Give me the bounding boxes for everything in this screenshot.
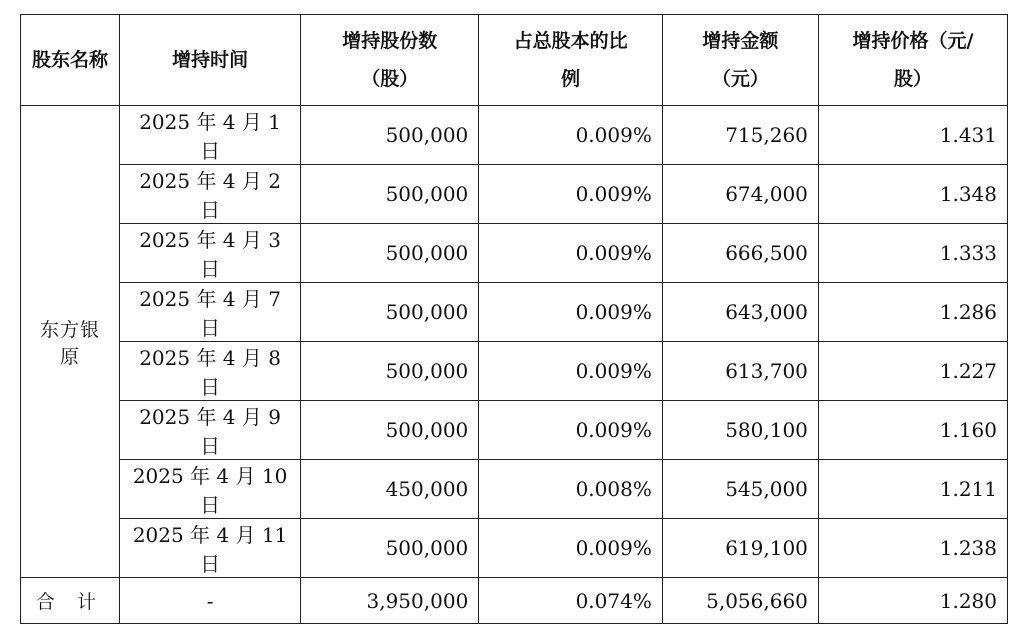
shares-cell: 500,000 xyxy=(301,224,479,283)
table-row xyxy=(21,224,1008,283)
total-row xyxy=(21,578,1008,624)
shares-cell: 500,000 xyxy=(301,165,479,224)
header-amount-line2: （元） xyxy=(711,68,769,90)
date-cell: 2025 年 4 月 7 日 xyxy=(119,283,300,342)
date-cell: 2025 年 4 月 1 日 xyxy=(119,106,300,165)
date-cell: 2025 年 4 月 8 日 xyxy=(119,342,300,401)
price-cell: 1.211 xyxy=(818,460,1007,519)
table-row xyxy=(21,165,1008,224)
ratio-cell: 0.009% xyxy=(479,165,663,224)
header-shares xyxy=(301,15,479,106)
header-amount-line1: 增持金额 xyxy=(702,30,779,52)
price-cell: 1.227 xyxy=(818,342,1007,401)
amount-cell: 580,100 xyxy=(662,401,818,460)
header-date-text: 增持时间 xyxy=(172,49,249,71)
ratio-cell: 0.009% xyxy=(479,519,663,578)
amount-cell: 545,000 xyxy=(662,460,818,519)
total-ratio-cell: 0.074% xyxy=(479,578,663,624)
table-row xyxy=(21,519,1008,578)
table-row xyxy=(21,283,1008,342)
shares-cell: 450,000 xyxy=(301,460,479,519)
shares-cell: 500,000 xyxy=(301,283,479,342)
total-label-cell: 合 计 xyxy=(21,578,120,624)
ratio-cell: 0.009% xyxy=(479,401,663,460)
ratio-cell: 0.009% xyxy=(479,283,663,342)
total-shares-cell: 3,950,000 xyxy=(301,578,479,624)
amount-cell: 643,000 xyxy=(662,283,818,342)
price-cell: 1.431 xyxy=(818,106,1007,165)
date-cell: 2025 年 4 月 2 日 xyxy=(119,165,300,224)
price-cell: 1.238 xyxy=(818,519,1007,578)
header-shares-line1: 增持股份数 xyxy=(342,30,438,52)
amount-cell: 674,000 xyxy=(662,165,818,224)
header-shares-line2: （股） xyxy=(361,68,419,90)
amount-cell: 613,700 xyxy=(662,342,818,401)
date-cell: 2025 年 4 月 3 日 xyxy=(119,224,300,283)
table-row xyxy=(21,401,1008,460)
header-shareholder-name-text: 股东名称 xyxy=(31,49,108,71)
header-price-line2: 股） xyxy=(893,68,932,90)
price-cell: 1.286 xyxy=(818,283,1007,342)
header-price xyxy=(818,15,1007,106)
holding-increase-table-container xyxy=(20,14,1008,624)
header-shareholder-name xyxy=(21,15,120,106)
shares-cell: 500,000 xyxy=(301,342,479,401)
price-cell: 1.348 xyxy=(818,165,1007,224)
header-row xyxy=(21,15,1008,106)
shares-cell: 500,000 xyxy=(301,106,479,165)
date-cell: 2025 年 4 月 9 日 xyxy=(119,401,300,460)
header-ratio-line2: 例 xyxy=(561,68,581,90)
header-ratio-line1: 占总股本的比 xyxy=(513,30,628,52)
date-cell: 2025 年 4 月 11 日 xyxy=(119,519,300,578)
ratio-cell: 0.009% xyxy=(479,342,663,401)
total-date-cell: - xyxy=(119,578,300,624)
price-cell: 1.333 xyxy=(818,224,1007,283)
total-price-cell: 1.280 xyxy=(818,578,1007,624)
ratio-cell: 0.009% xyxy=(479,224,663,283)
ratio-cell: 0.008% xyxy=(479,460,663,519)
table-body xyxy=(21,106,1008,624)
price-cell: 1.160 xyxy=(818,401,1007,460)
shares-cell: 500,000 xyxy=(301,401,479,460)
shares-cell: 500,000 xyxy=(301,519,479,578)
table-row xyxy=(21,342,1008,401)
header-date xyxy=(119,15,300,106)
total-amount-cell: 5,056,660 xyxy=(662,578,818,624)
amount-cell: 619,100 xyxy=(662,519,818,578)
table-row xyxy=(21,106,1008,165)
amount-cell: 715,260 xyxy=(662,106,818,165)
holding-increase-table xyxy=(20,14,1008,624)
ratio-cell: 0.009% xyxy=(479,106,663,165)
amount-cell: 666,500 xyxy=(662,224,818,283)
date-cell: 2025 年 4 月 10 日 xyxy=(119,460,300,519)
header-price-line1: 增持价格（元/ xyxy=(852,30,974,52)
header-ratio xyxy=(479,15,663,106)
header-amount xyxy=(662,15,818,106)
table-row xyxy=(21,460,1008,519)
shareholder-name-cell: 东方银原 xyxy=(21,106,120,578)
